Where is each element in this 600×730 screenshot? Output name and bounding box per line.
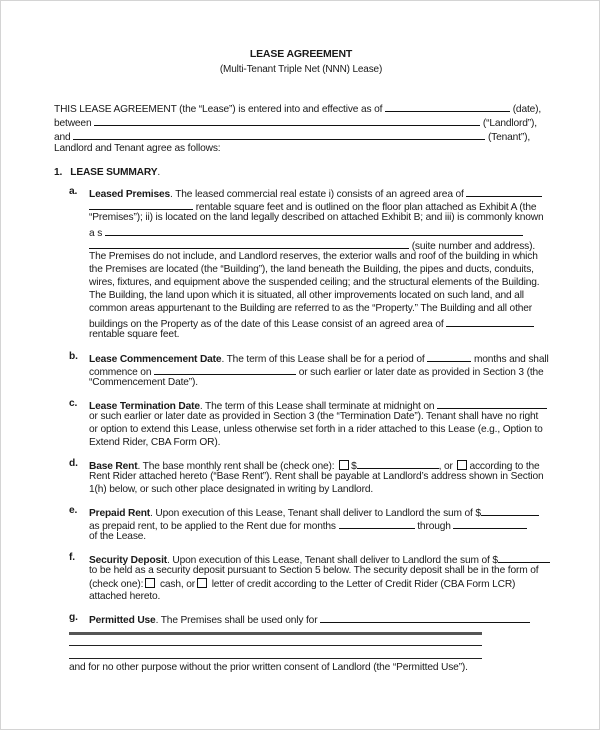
item-c-letter: c. (69, 398, 78, 409)
item-c-line-1: Lease Termination Date. The term of this Lease shall terminate at midnight on (89, 398, 547, 413)
item-e-letter: e. (69, 505, 78, 516)
item-d-letter: d. (69, 458, 78, 469)
item-g-line-2: and for no other purpose without the prior written consent of Landlord (the “Permitted Use”). (69, 662, 468, 673)
base-rent-amount-field[interactable] (357, 458, 439, 469)
rent-rider-checkbox[interactable] (457, 460, 467, 470)
item-e-line-1: Prepaid Rent. Upon execution of this Lease, Tenant shall deliver to Landlord the sum of $ (89, 505, 539, 520)
item-a-line-9: The Building, the land upon which it is situated, all other improvements located on such land, and all (89, 290, 524, 301)
item-b-line-3: “Commencement Date”). (89, 377, 198, 388)
item-a-line-5: (suite number and address). (89, 238, 535, 253)
suite-address-field[interactable] (89, 238, 409, 249)
item-b-line-2: commence on or such earlier or later date as provided in Section 3 (the (89, 364, 544, 379)
item-a-line-12: rentable square feet. (89, 329, 180, 340)
item-g-letter: g. (69, 612, 78, 623)
prepaid-rent-amount-field[interactable] (481, 505, 539, 516)
item-a-line-11: buildings on the Property as of the date of this Lease consist of an agreed area of (89, 316, 534, 331)
premises-address-field[interactable] (105, 225, 523, 236)
item-a-line-8: wires, fixtures, and equipment above the suspended ceiling; and the structural elements of the Building. (89, 277, 540, 288)
item-b-letter: b. (69, 351, 78, 362)
item-b-label: Lease Commencement Date (89, 354, 222, 365)
premises-area-field-cont[interactable] (89, 199, 193, 210)
item-f-line-3: (check one): cash, or letter of credit according to the Letter of Credit Rider (CBA Form LCR) (89, 579, 516, 590)
intro-line-4: Landlord and Tenant agree as follows: (54, 143, 221, 154)
prepaid-months-from-field[interactable] (339, 518, 415, 529)
termination-date-field[interactable] (437, 398, 547, 409)
security-deposit-amount-field[interactable] (498, 552, 550, 563)
item-c-line-4: Extend Rider, CBA Form OR). (89, 437, 221, 448)
item-a-line-3: “Premises”); ii) is located on the land legally described on attached Exhibit B; and iii) is commonly known (89, 212, 544, 223)
item-g-line-1: Permitted Use. The Premises shall be used only for (89, 612, 530, 627)
item-f-line-2: to be held as a security deposit pursuant to Section 5 below. The security deposit shall be in the form of (89, 565, 539, 576)
item-e-line-2: as prepaid rent, to be applied to the Rent due for months through (89, 518, 527, 533)
intro-line-3: and (Tenant”), (54, 129, 530, 144)
item-a-label: Leased Premises (89, 189, 171, 200)
item-c-line-3: or option to extend this Lease, unless otherwise set forth in a rider attached to this Lease (e.g., Option to (89, 424, 543, 435)
item-d-line-1: Base Rent. The base monthly rent shall be (check one): $ , or according to the (89, 458, 540, 473)
item-a-line-6: The Premises do not include, and Landlord reserves, the exterior walls and roof of the building in which (89, 251, 538, 262)
item-b-line-1: Lease Commencement Date. The term of this Lease shall be for a period of months and shall (89, 351, 549, 366)
commencement-date-field[interactable] (154, 364, 296, 375)
premises-area-field[interactable] (466, 186, 542, 197)
item-f-label: Security Deposit (89, 555, 167, 566)
item-c-label: Lease Termination Date (89, 401, 200, 412)
item-a-line-10: common areas appurtenant to the Building are referred to as the “Property.” The Building and all other (89, 303, 533, 314)
item-f-letter: f. (69, 552, 75, 563)
item-f-line-4: attached hereto. (89, 591, 161, 602)
section-1-heading: 1. LEASE SUMMARY. (54, 167, 161, 178)
letter-of-credit-checkbox[interactable] (197, 578, 207, 588)
item-d-label: Base Rent (89, 461, 138, 472)
cash-checkbox[interactable] (145, 578, 155, 588)
permitted-use-line-5[interactable] (69, 658, 482, 659)
tenant-name-field[interactable] (73, 129, 485, 140)
document-subtitle: (Multi-Tenant Triple Net (NNN) Lease) (219, 64, 383, 75)
intro-line-1: THIS LEASE AGREEMENT (the “Lease”) is entered into and effective as of (date), (54, 101, 541, 116)
item-a-line-2: rentable square feet and is outlined on the floor plan attached as Exhibit A (the (89, 199, 536, 214)
base-rent-amount-checkbox[interactable] (339, 460, 349, 470)
item-d-line-3: 1(h) below, or such other place designated in writing by Landlord. (89, 484, 374, 495)
document-title: LEASE AGREEMENT (249, 48, 353, 60)
landlord-name-field[interactable] (94, 115, 480, 126)
prepaid-months-to-field[interactable] (453, 518, 527, 529)
term-months-field[interactable] (427, 351, 471, 362)
item-a-line-1: Leased Premises. The leased commercial real estate i) consists of an agreed area of (89, 186, 542, 201)
item-g-label: Permitted Use (89, 615, 156, 626)
item-a-letter: a. (69, 186, 78, 197)
item-e-line-3: of the Lease. (89, 531, 146, 542)
item-f-line-1: Security Deposit. Upon execution of this Lease, Tenant shall deliver to Landlord the sum of $ (89, 552, 550, 567)
intro-line-2: between (“Landlord”), (54, 115, 537, 130)
property-area-field[interactable] (446, 316, 534, 327)
item-a-line-4: a s (89, 225, 523, 240)
item-d-line-2: Rent Rider attached hereto (“Base Rent”). Rent shall be payable at Landlord’s address shown in Section (89, 471, 544, 482)
effective-date-field[interactable] (385, 101, 510, 112)
item-a-line-7: the Premises are located (the “Building”), the land beneath the Building, the pipes and ducts, conduits, (89, 264, 534, 275)
item-c-line-2: or such earlier or later date as provided in Section 3 (the “Termination Date”). Tenant shall have no right (89, 411, 539, 422)
permitted-use-line-4[interactable] (69, 645, 482, 646)
item-e-label: Prepaid Rent (89, 508, 151, 519)
permitted-use-line-3[interactable] (69, 633, 482, 635)
permitted-use-field[interactable] (320, 612, 530, 623)
